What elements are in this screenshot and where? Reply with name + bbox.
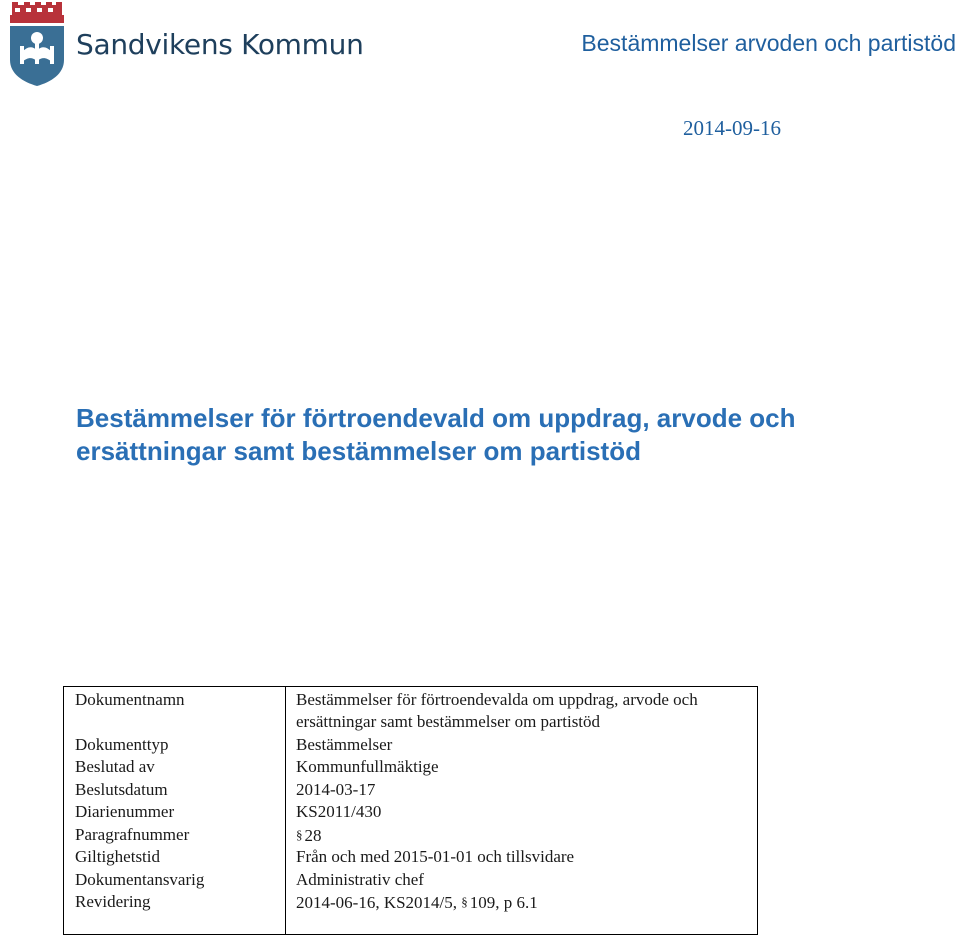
paragraph-number: 28 [304, 826, 322, 845]
row-value: KS2011/430 [296, 802, 382, 821]
coat-of-arms-icon [6, 2, 68, 86]
row-label: Dokumenttyp [75, 735, 169, 754]
organization-logo [6, 2, 364, 86]
document-title-line-1: Bestämmelser för förtroendevald om uppdrag, arvode och [76, 403, 796, 433]
row-value-line-2: ersättningar samt bestämmelser om partistöd [296, 712, 601, 731]
row-label: Giltighetstid [75, 847, 160, 866]
row-label: Diarienummer [75, 802, 175, 821]
row-label: Paragrafnummer [75, 825, 190, 844]
row-value [296, 689, 751, 733]
row-value: Från och med 2015-01-01 och tillsvidare [296, 847, 575, 866]
row-value: Kommunfullmäktige [296, 757, 439, 776]
crown-icon [10, 2, 64, 23]
document-metadata-table [63, 686, 758, 935]
section-symbol: § [296, 827, 303, 842]
document-title [76, 402, 896, 468]
row-label: Beslutsdatum [75, 780, 168, 799]
row-value: Bestämmelser [296, 735, 393, 754]
header-document-title: Bestämmelser arvoden och partistöd [581, 30, 956, 56]
row-value [296, 891, 751, 914]
document-date: 2014-09-16 [683, 116, 781, 140]
document-title-line-2: ersättningar samt bestämmelser om partistöd [76, 436, 641, 466]
section-symbol: § [461, 894, 468, 909]
row-value: Administrativ chef [296, 870, 424, 889]
table-column-divider [285, 687, 286, 934]
row-label: Dokumentansvarig [75, 870, 205, 889]
revision-value-a: 2014-06-16, KS2014/5, [296, 893, 458, 912]
organization-name: Sandvikens Kommun [76, 28, 364, 61]
row-value-line-1: Bestämmelser för förtroendevalda om uppdrag, arvode och [296, 690, 698, 709]
row-value: 2014-03-17 [296, 780, 376, 799]
row-label: Revidering [75, 892, 151, 911]
row-value [296, 824, 751, 847]
row-label: Beslutad av [75, 757, 155, 776]
revision-value-b: 109, p 6.1 [469, 893, 538, 912]
row-label: Dokumentnamn [75, 690, 185, 709]
